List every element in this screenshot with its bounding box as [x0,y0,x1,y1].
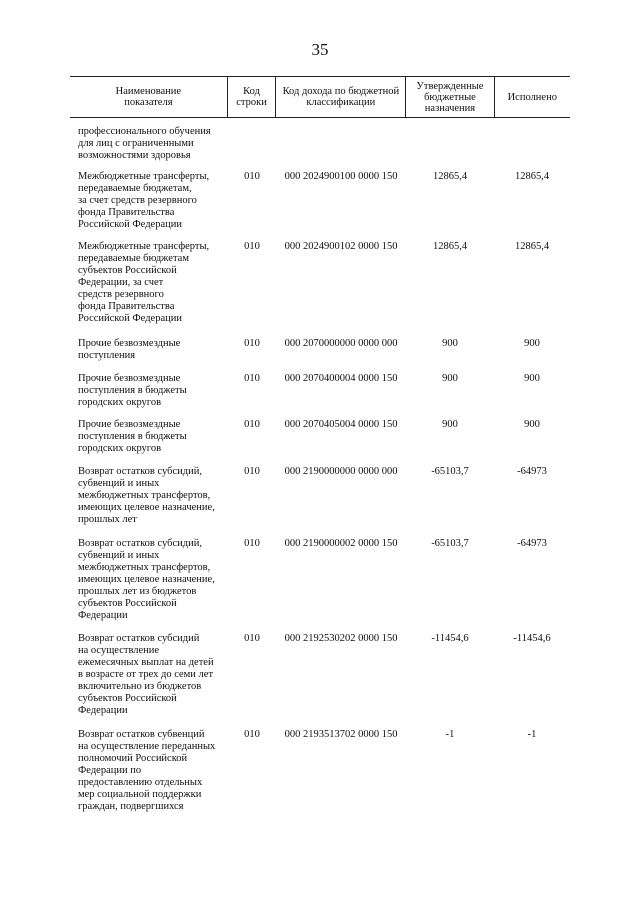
row-code: 010 [244,241,260,252]
row-plan: -11454,6 [431,633,469,644]
page-number: 35 [311,40,329,59]
row-code: 010 [244,373,260,384]
table-row [70,126,570,171]
table-row [70,419,570,466]
table-row [70,241,570,338]
row-kbk: 000 2070405004 0000 150 [284,419,398,430]
table-header [70,76,570,118]
row-code: 010 [244,466,260,477]
row-kbk: 000 2193513702 0000 150 [284,729,398,740]
row-plan: 12865,4 [432,171,468,182]
row-plan: 900 [442,373,458,384]
row-code: 010 [244,538,260,549]
row-plan: 900 [442,338,458,349]
row-fact: 12865,4 [514,171,550,182]
table-body [70,126,570,819]
table-row [70,466,570,538]
row-plan: 12865,4 [432,241,468,252]
header-line-code: Код строки [227,77,276,117]
row-plan: -65103,7 [431,466,469,477]
row-plan: -65103,7 [431,538,469,549]
row-name: Межбюджетные трансферты, передаваемые бюджетам субъектов Российской Федерации, за счет средств резервного фонда Правительства Российской Федерации [78,241,210,324]
row-fact [494,126,570,171]
row-fact: -64973 [517,466,547,477]
header-income-code: Код дохода по бюджетной классификации [275,77,405,117]
table-row [70,373,570,419]
row-kbk: 000 2024900102 0000 150 [284,241,398,252]
row-fact: 12865,4 [514,241,550,252]
row-fact: 900 [524,373,540,384]
row-plan: 900 [442,419,458,430]
row-kbk: 000 2070000000 0000 000 [284,338,398,349]
row-plan [406,126,494,171]
row-kbk: 000 2070400004 0000 150 [284,373,398,384]
row-kbk: 000 2190000002 0000 150 [284,538,398,549]
row-fact: 900 [524,338,540,349]
row-name: Возврат остатков субвенций на осуществление переданных полномочий Российской Федерации по предоставлению отдельных мер социальной поддержки граждан, подвергшихся [78,729,216,812]
row-code [228,126,276,171]
row-name: Возврат остатков субсидий, субвенций и иных межбюджетных трансфертов, имеющих целевое назначение, прошлых лет [78,466,215,525]
row-name: Возврат остатков субсидий на осуществление ежемесячных выплат на детей в возрасте от трех до семи лет включительно из бюджетов субъектов Российской Федерации [78,633,214,716]
budget-table [70,76,570,819]
row-name: Прочие безвозмездные поступления в бюджеты городских округов [78,419,187,454]
row-name: Возврат остатков субсидий, субвенций и иных межбюджетных трансфертов, имеющих целевое назначение, прошлых лет из бюджетов субъектов Российской Федерации [78,538,215,621]
table-row [70,729,570,819]
row-code: 010 [244,729,260,740]
row-kbk: 000 2024900100 0000 150 [284,171,398,182]
row-fact: -11454,6 [513,633,551,644]
table-row [70,538,570,633]
row-name: Прочие безвозмездные поступления в бюджеты городских округов [78,373,187,408]
header-approved: Утвержденные бюджетные назначения [405,77,493,117]
row-fact: -64973 [517,538,547,549]
row-plan: -1 [445,729,455,740]
header-name: Наименование показателя [115,86,182,108]
table-row [70,338,570,373]
row-name: Межбюджетные трансферты, передаваемые бюджетам, за счет средств резервного фонда Правительства Российской Федерации [78,171,210,230]
row-name: Прочие безвозмездные поступления [78,338,181,361]
row-code: 010 [244,338,260,349]
row-fact: -1 [527,729,537,740]
row-kbk: 000 2190000000 0000 000 [284,466,398,477]
row-code: 010 [244,419,260,430]
row-name: профессионального обучения для лиц с ограниченными возможностями здоровья [78,126,211,161]
row-kbk: 000 2192530202 0000 150 [284,633,398,644]
header-executed: Исполнено [494,77,570,117]
table-row [70,171,570,241]
row-code: 010 [244,171,260,182]
row-code: 010 [244,633,260,644]
row-fact: 900 [524,419,540,430]
row-kbk [276,126,406,171]
table-row [70,633,570,729]
